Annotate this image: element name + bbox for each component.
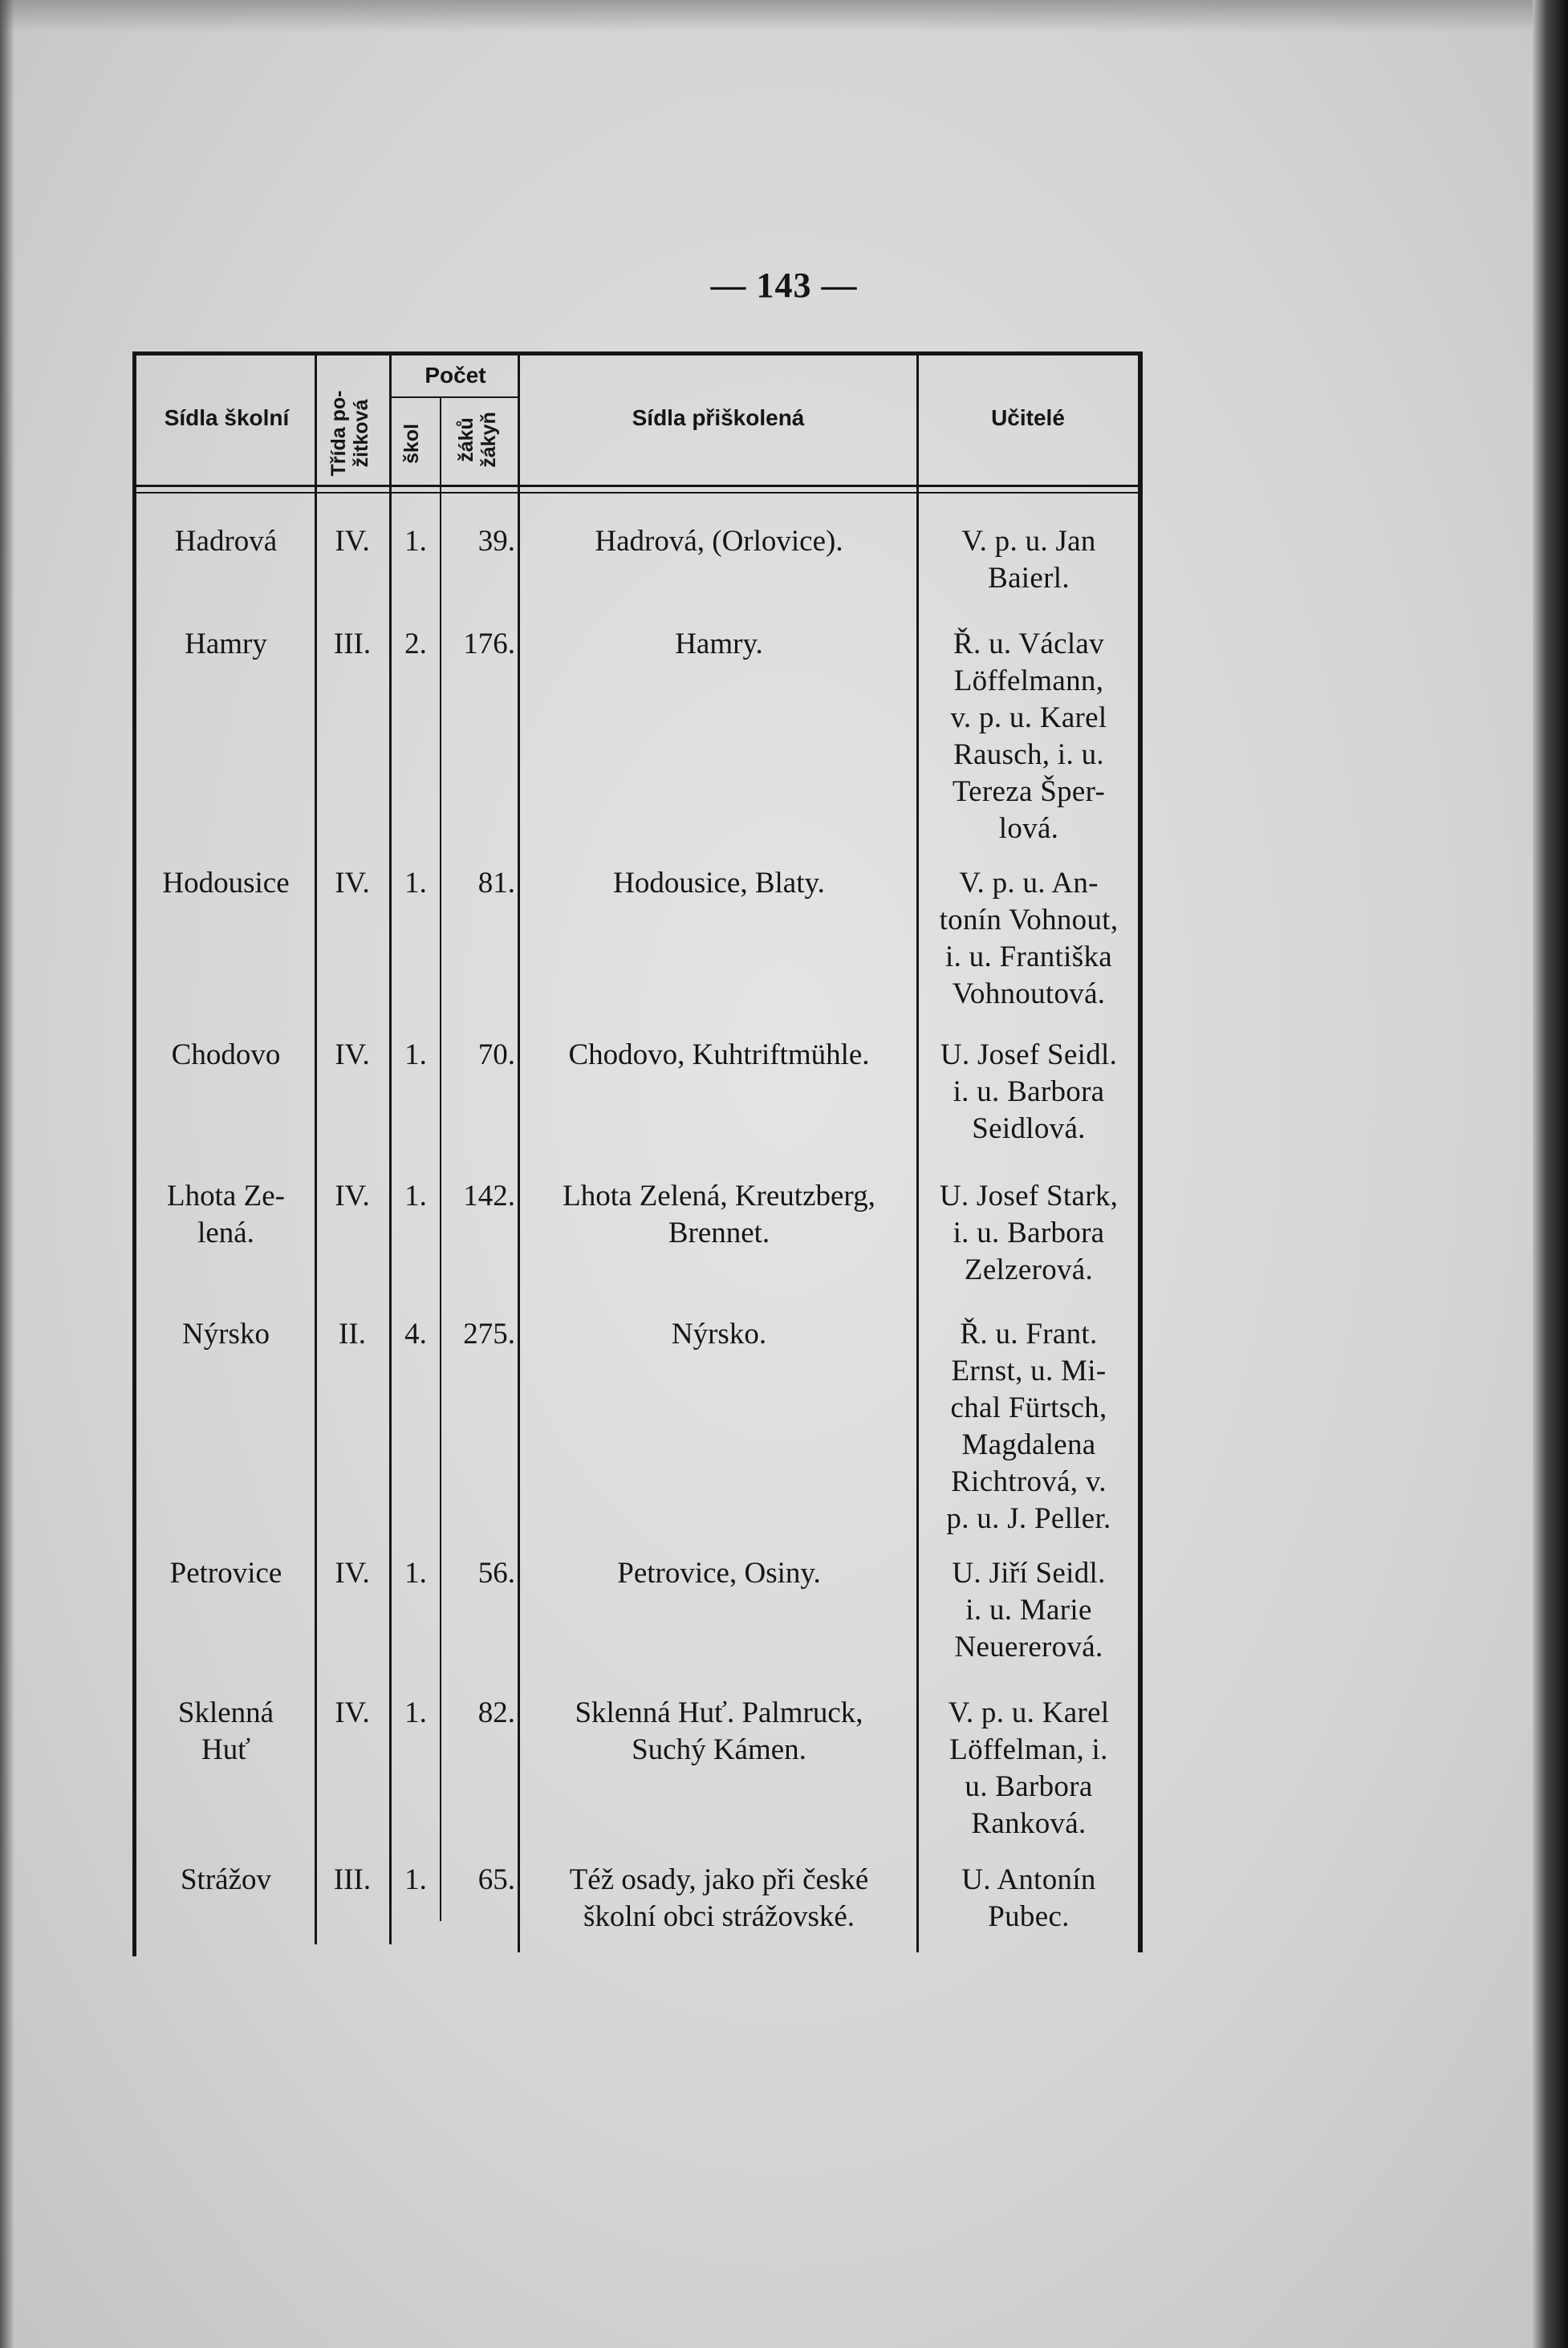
cell-attached: Sklenná Huť. Palmruck, Suchý Kámen. xyxy=(575,1696,863,1766)
col-sep-5 xyxy=(916,355,919,1952)
cell-teachers: U. Josef Stark, i. u. Barbora Zelzerová. xyxy=(939,1180,1119,1286)
header-bottom-rule xyxy=(136,485,1139,487)
cell-pupils: 56. xyxy=(477,1557,515,1590)
cell-teachers: Ř. u. Frant. Ernst, u. Mi- chal Fürtsch, Magdalena Richtrová, v. p. u. J. Peller. xyxy=(946,1318,1111,1535)
cell-school: Lhota Ze- lená. xyxy=(167,1180,285,1249)
cell-schools: 2. xyxy=(404,628,427,660)
cell-schools: 1. xyxy=(404,525,427,558)
header-teachers: Učitelé xyxy=(991,405,1065,430)
cell-attached: Hamry. xyxy=(675,628,763,660)
cell-schools: 1. xyxy=(404,1180,427,1213)
cell-attached: Chodovo, Kuhtriftmühle. xyxy=(568,1038,870,1071)
cell-schools: 1. xyxy=(404,867,427,900)
cell-school: Strážov xyxy=(180,1863,272,1896)
cell-school: Hadrová xyxy=(174,525,278,558)
header-class xyxy=(327,357,376,510)
cell-schools: 1. xyxy=(404,1696,427,1729)
cell-teachers: U. Antonín Pubec. xyxy=(961,1863,1096,1933)
cell-pupils: 275. xyxy=(463,1318,515,1351)
cell-pupils: 176. xyxy=(463,628,515,660)
scan-shadow-right xyxy=(1533,0,1568,2348)
col-sep-4 xyxy=(518,355,520,1952)
cell-school: Hamry xyxy=(185,628,267,660)
cell-class: IV. xyxy=(335,1696,370,1729)
header-school: Sídla školní xyxy=(164,405,290,430)
cell-class: II. xyxy=(339,1318,366,1351)
cell-class: IV. xyxy=(335,1180,370,1213)
header-schools xyxy=(400,396,433,492)
cell-attached: Hadrová, (Orlovice). xyxy=(595,525,843,558)
cell-class: IV. xyxy=(335,525,370,558)
cell-teachers: Ř. u. Václav Löffelmann, v. p. u. Karel Rausch, i. u. Tereza Šper- lová. xyxy=(950,628,1107,845)
cell-schools: 4. xyxy=(404,1318,427,1351)
cell-pupils: 70. xyxy=(477,1038,515,1071)
scan-shadow-top xyxy=(0,0,1568,32)
page-number: — 143 — xyxy=(710,266,858,305)
header-attached: Sídla přiškolená xyxy=(632,405,805,430)
cell-class: III. xyxy=(333,1863,372,1896)
col-sep-3 xyxy=(440,396,441,1921)
cell-school: Sklenná Huť xyxy=(177,1696,274,1766)
cell-schools: 1. xyxy=(404,1038,427,1071)
cell-schools: 1. xyxy=(404,1557,427,1590)
cell-teachers: V. p. u. An- tonín Vohnout, i. u. Františka Vohnoutová. xyxy=(939,867,1119,1010)
cell-class: IV. xyxy=(335,1038,370,1071)
cell-school: Nýrsko xyxy=(182,1318,270,1351)
cell-teachers: V. p. u. Jan Baierl. xyxy=(961,525,1096,595)
cell-school: Hodousice xyxy=(162,867,290,900)
col-sep-2 xyxy=(389,355,392,1944)
cell-pupils: 81. xyxy=(477,867,515,900)
header-schools-label: škol xyxy=(400,423,423,465)
scan-shadow-left xyxy=(0,0,14,2348)
cell-attached: Hodousice, Blaty. xyxy=(613,867,825,900)
cell-school: Chodovo xyxy=(171,1038,281,1071)
cell-school: Petrovice xyxy=(169,1557,282,1590)
table-left-border xyxy=(132,351,136,1956)
cell-pupils: 142. xyxy=(463,1180,515,1213)
cell-teachers: V. p. u. Karel Löffelman, i. u. Barbora Ranková. xyxy=(948,1696,1110,1840)
cell-teachers: U. Jiří Seidl. i. u. Marie Neuererová. xyxy=(952,1557,1106,1664)
cell-pupils: 39. xyxy=(477,525,515,558)
header-pupils xyxy=(455,392,503,488)
header-count: Počet xyxy=(424,363,486,388)
cell-attached: Lhota Zelená, Kreutzberg, Brennet. xyxy=(563,1180,875,1249)
cell-pupils: 82. xyxy=(477,1696,515,1729)
cell-class: IV. xyxy=(335,1557,370,1590)
cell-teachers: U. Josef Seidl. i. u. Barbora Seidlová. xyxy=(940,1038,1118,1145)
table-right-border xyxy=(1138,351,1143,1952)
col-sep-1 xyxy=(315,355,317,1944)
header-class-label: Třída po- žitková xyxy=(327,390,372,477)
cell-class: III. xyxy=(333,628,372,660)
cell-schools: 1. xyxy=(404,1863,427,1896)
cell-attached: Též osady, jako při české školní obci strážovské. xyxy=(569,1863,869,1933)
header-pupils-label: žáků žákyň xyxy=(455,412,500,468)
header-bottom-rule-2 xyxy=(136,492,1139,494)
cell-attached: Nýrsko. xyxy=(671,1318,767,1351)
cell-attached: Petrovice, Osiny. xyxy=(617,1557,821,1590)
table-top-border xyxy=(132,351,1142,355)
cell-pupils: 65. xyxy=(477,1863,515,1896)
cell-class: IV. xyxy=(335,867,370,900)
